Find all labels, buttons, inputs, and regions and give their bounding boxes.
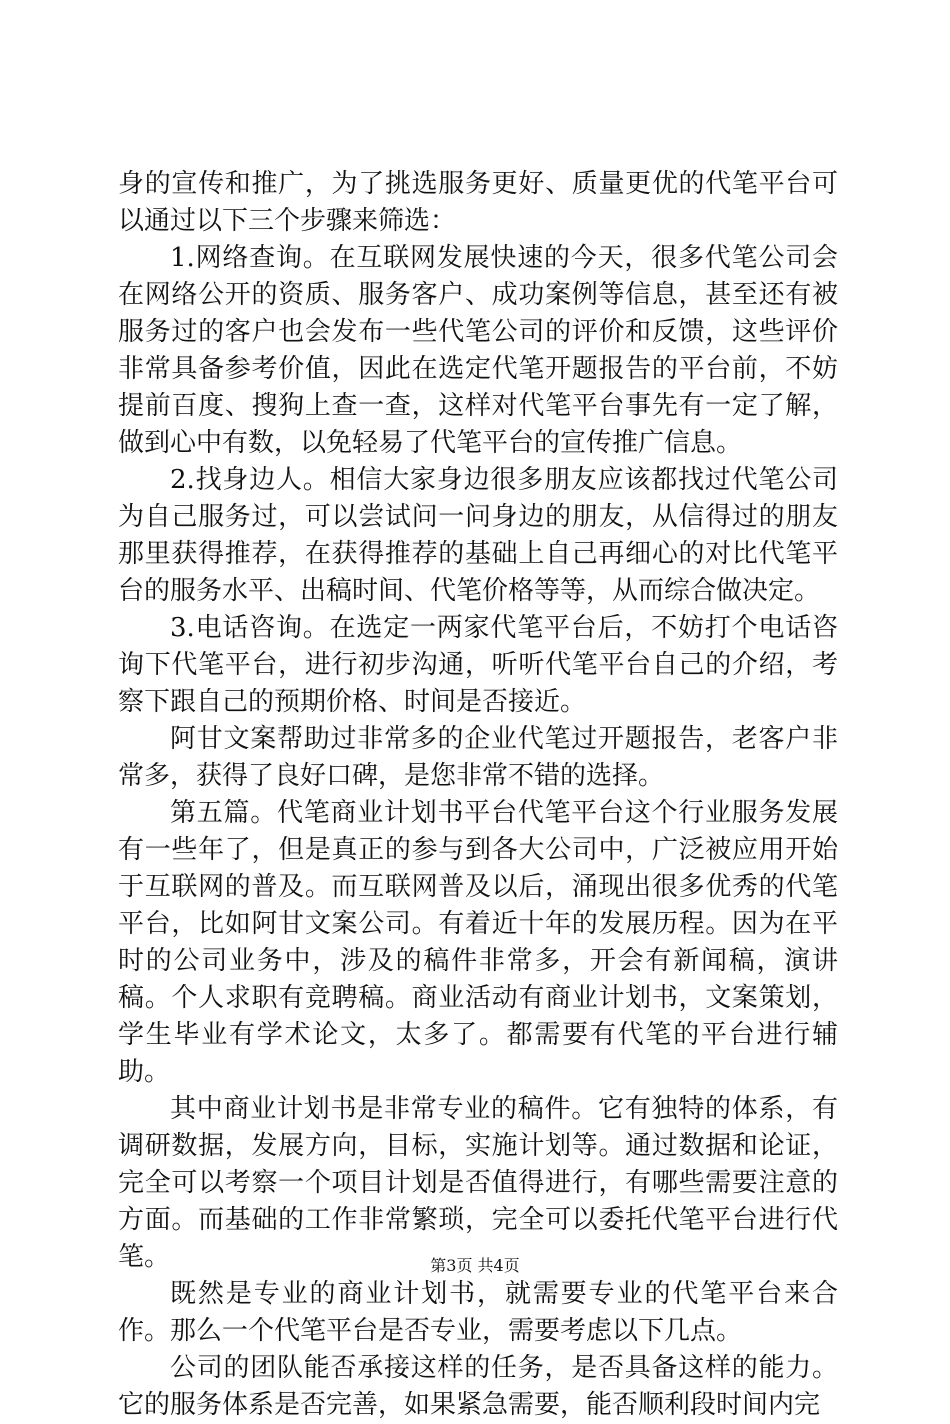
paragraph-6: 第五篇。代笔商业计划书平台代笔平台这个行业服务发展有一些年了，但是真正的参与到各大公司中，广泛被应用开始于互联网的普及。而互联网普及以后，涌现出很多优秀的代笔平台，比如阿甘文案公司。有着近十年的发展历程。因为在平时的公司业务中，涉及的稿件非常多，开会有新闻稿，演讲稿。个人求职有竞聘稿。商业活动有商业计划书，文案策划，学生毕业有学术论文，太多了。都需要有代笔的平台进行辅助。 — [118, 798, 838, 1087]
paragraph-1: 身的宣传和推广，为了挑选服务更好、质量更优的代笔平台可以通过以下三个步骤来筛选： — [118, 169, 838, 236]
document-body — [118, 166, 838, 1424]
paragraph-4: 3.电话咨询。在选定一两家代笔平台后，不妨打个电话咨询下代笔平台，进行初步沟通，听听代笔平台自己的介绍，考察下跟自己的预期价格、时间是否接近。 — [118, 613, 838, 717]
paragraph-9: 公司的团队能否承接这样的任务，是否具备这样的能力。它的服务体系是否完善，如果紧急需要，能否顺利段时间内完 — [118, 1353, 838, 1420]
paragraph-3: 2.找身边人。相信大家身边很多朋友应该都找过代笔公司为自己服务过，可以尝试问一问身边的朋友，从信得过的朋友那里获得推荐，在获得推荐的基础上自己再细心的对比代笔平台的服务水平、出稿时间、代笔价格等等，从而综合做决定。 — [118, 465, 838, 606]
paragraph-7: 其中商业计划书是非常专业的稿件。它有独特的体系，有调研数据，发展方向，目标，实施计划等。通过数据和论证，完全可以考察一个项目计划是否值得进行，有哪些需要注意的方面。而基础的工作非常繁琐，完全可以委托代笔平台进行代笔。 — [118, 1094, 838, 1272]
paragraph-2: 1.网络查询。在互联网发展快速的今天，很多代笔公司会在网络公开的资质、服务客户、成功案例等信息，甚至还有被服务过的客户也会发布一些代笔公司的评价和反馈，这些评价非常具备参考价值，因此在选定代笔开题报告的平台前，不妨提前百度、搜狗上查一查，这样对代笔平台事先有一定了解，做到心中有数，以免轻易了代笔平台的宣传推广信息。 — [118, 243, 838, 458]
paragraph-5: 阿甘文案帮助过非常多的企业代笔过开题报告，老客户非常多，获得了良好口碑，是您非常不错的选择。 — [118, 724, 838, 791]
paragraph-8: 既然是专业的商业计划书，就需要专业的代笔平台来合作。那么一个代笔平台是否专业，需要考虑以下几点。 — [118, 1279, 838, 1346]
page-footer: 第3页 共4页 — [430, 1256, 520, 1275]
